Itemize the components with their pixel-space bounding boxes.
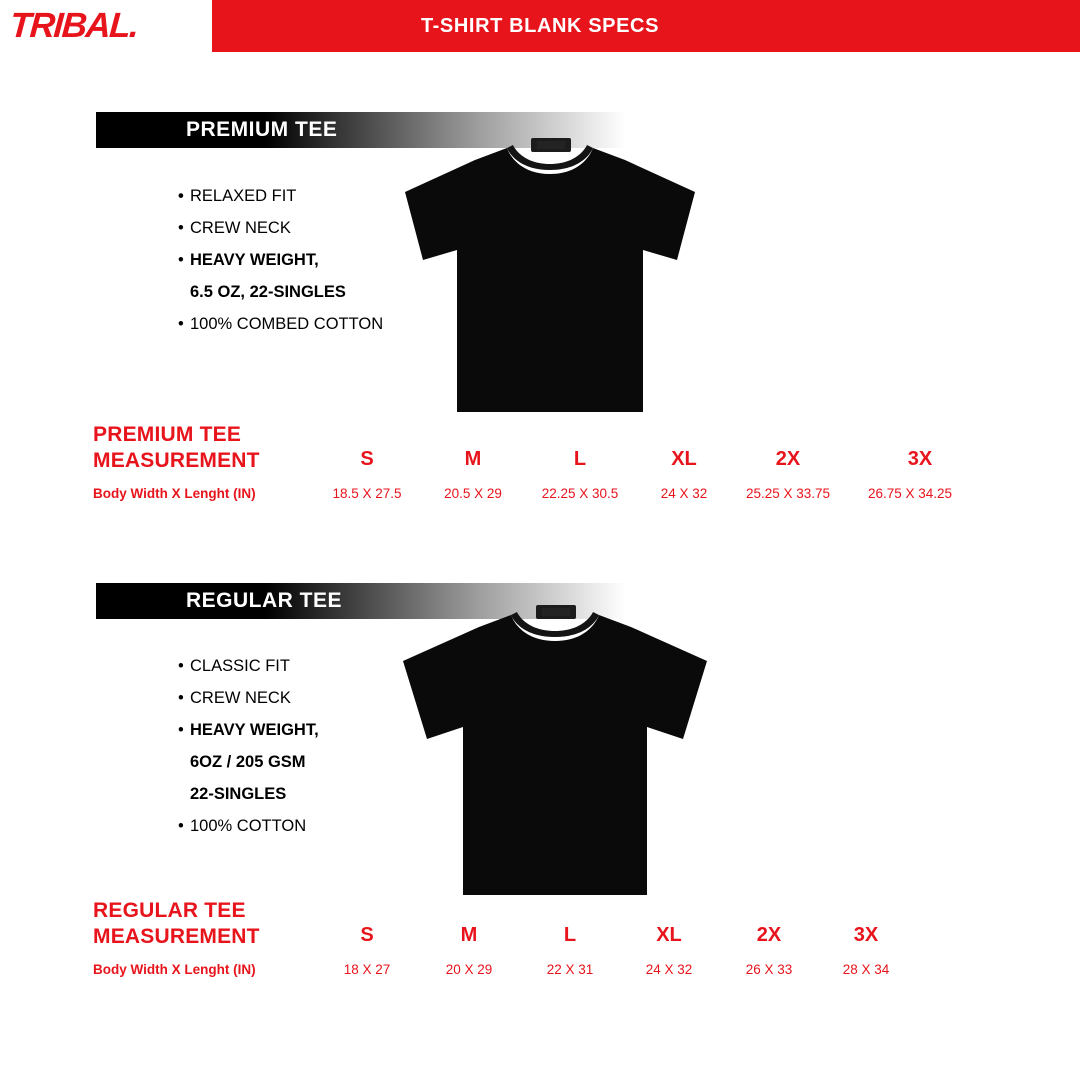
list-item-label: 6.5 OZ, 22-SINGLES: [190, 283, 346, 301]
tshirt-icon: [395, 597, 715, 902]
list-item-label: RELAXED FIT: [190, 187, 297, 205]
list-item-label: HEAVY WEIGHT,: [190, 251, 319, 269]
cell-s: 18.5 X 27.5: [332, 486, 402, 501]
cell-m: 20 X 29: [445, 962, 493, 977]
regular-tee-image: [395, 597, 715, 902]
page-header: [0, 0, 1080, 52]
list-item: • 100% COMBED COTTON: [178, 315, 384, 333]
list-item: • 100% COTTON: [178, 817, 307, 835]
column-header-m: M: [460, 924, 478, 946]
brand-logo: [0, 0, 212, 52]
cell-s: 18 X 27: [343, 962, 391, 977]
cell-xl: 24 X 32: [660, 486, 708, 501]
list-item-label: CREW NECK: [190, 689, 291, 707]
cell-xl: 24 X 32: [645, 962, 693, 977]
list-item: • CREW NECK: [178, 219, 291, 237]
cell-l: 22 X 31: [546, 962, 594, 977]
column-header-l: L: [573, 448, 587, 470]
spec-table-premium: [93, 422, 993, 510]
list-item-label: 100% COMBED COTTON: [190, 315, 384, 333]
list-item-label: HEAVY WEIGHT,: [190, 721, 319, 739]
list-item: • CLASSIC FIT: [178, 657, 290, 675]
cell-2x: 25.25 X 33.75: [745, 486, 831, 501]
column-header-m: M: [464, 448, 482, 470]
spec-title-line1: PREMIUM TEE: [93, 423, 242, 446]
cell-l: 22.25 X 30.5: [541, 486, 619, 501]
list-item: • HEAVY WEIGHT,: [178, 251, 319, 269]
cell-2x: 26 X 33: [745, 962, 793, 977]
column-header-xl: XL: [656, 924, 682, 946]
column-header-2x: 2X: [775, 448, 801, 470]
tshirt-icon: [395, 130, 705, 420]
table-row: [93, 960, 993, 986]
row-label: Body Width X Lenght (IN): [93, 962, 256, 977]
table-row: [93, 484, 993, 510]
list-item: • RELAXED FIT: [178, 187, 297, 205]
list-item: • HEAVY WEIGHT,: [178, 721, 319, 739]
band-label: REGULAR TEE: [186, 589, 343, 612]
list-item-label: 100% COTTON: [190, 817, 307, 835]
cell-3x: 28 X 34: [842, 962, 890, 977]
list-item-label: CREW NECK: [190, 219, 291, 237]
list-item-label: 22-SINGLES: [190, 785, 287, 803]
spec-table-regular: [93, 898, 993, 986]
cell-m: 20.5 X 29: [444, 486, 502, 501]
column-header-2x: 2X: [756, 924, 782, 946]
column-header-l: L: [563, 924, 577, 946]
list-item: • CREW NECK: [178, 689, 291, 707]
band-label: PREMIUM TEE: [186, 118, 338, 141]
spec-title-line2: MEASUREMENT: [93, 925, 260, 948]
premium-tee-image: [395, 130, 705, 420]
spec-title-line1: REGULAR TEE: [93, 899, 246, 922]
column-header-s: S: [360, 448, 374, 470]
list-item-label: 6OZ / 205 GSM: [190, 753, 306, 771]
row-label: Body Width X Lenght (IN): [93, 486, 256, 501]
column-header-s: S: [360, 924, 374, 946]
brand-logo-text: TRIBAL.: [8, 6, 139, 45]
list-item-label: CLASSIC FIT: [190, 657, 290, 675]
spec-title-line2: MEASUREMENT: [93, 449, 260, 472]
column-header-3x: 3X: [853, 924, 879, 946]
cell-3x: 26.75 X 34.25: [867, 486, 953, 501]
column-header-xl: XL: [671, 448, 697, 470]
page-title: T-SHIRT BLANK SPECS: [420, 14, 660, 37]
column-header-3x: 3X: [907, 448, 933, 470]
